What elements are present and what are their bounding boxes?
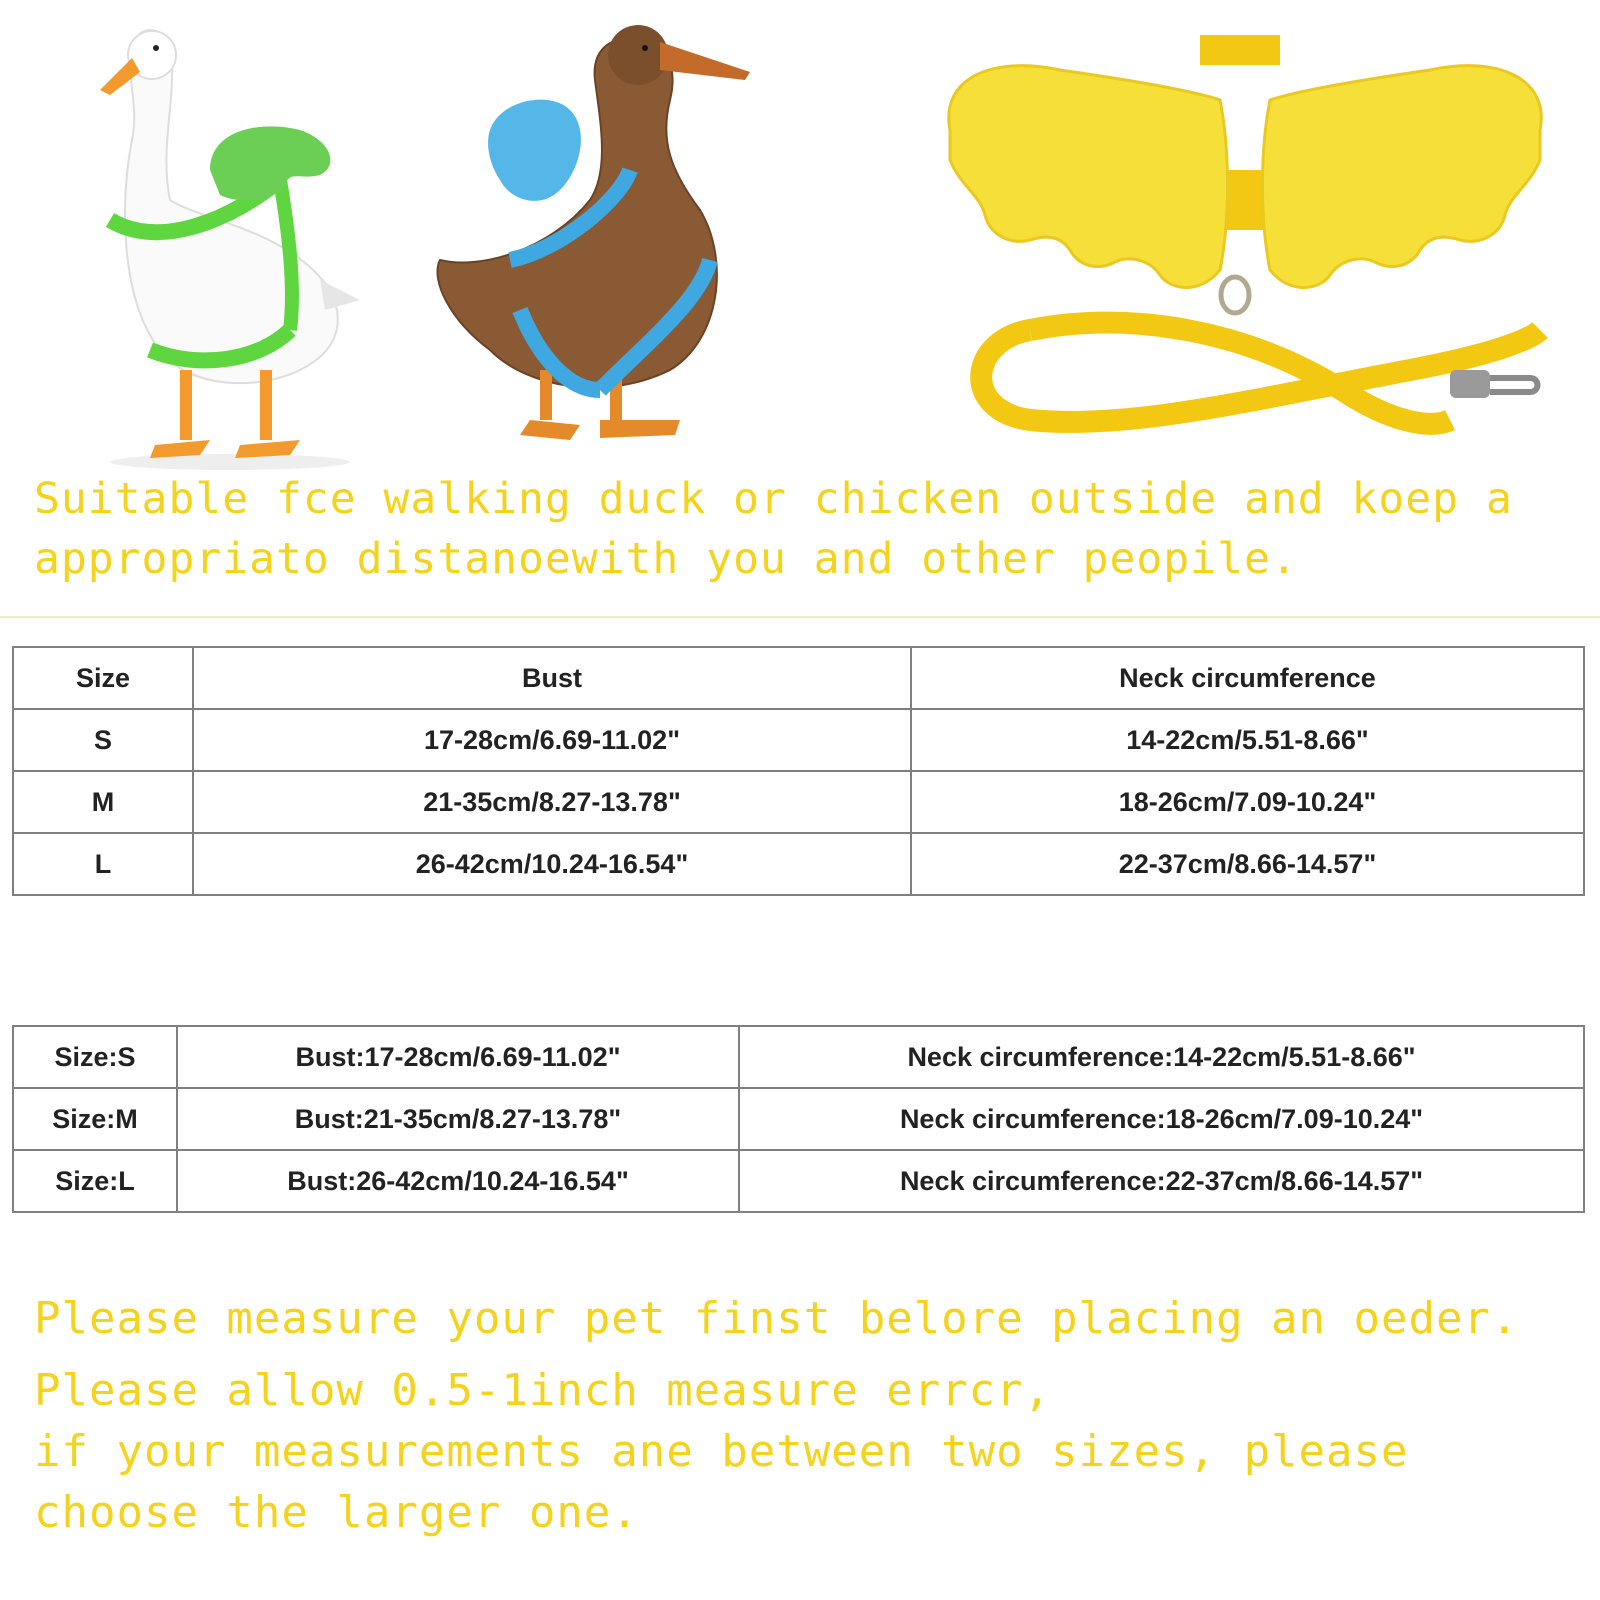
measure-note-line-1: Please measure your pet finst belore placing an oeder. <box>34 1293 1519 1344</box>
neck-cell: 18-26cm/7.09-10.24" <box>911 771 1584 833</box>
duck-with-blue-harness-photo <box>420 0 780 460</box>
neck-cell: Neck circumference:14-22cm/5.51-8.66" <box>739 1026 1584 1088</box>
bust-cell: 17-28cm/6.69-11.02" <box>193 709 911 771</box>
table-row <box>13 1150 1584 1212</box>
size-summary-table <box>12 1025 1585 1213</box>
table-row <box>13 709 1584 771</box>
intro-text-line-1: Suitable fce walking duck or chicken outside and koep a <box>34 474 1513 524</box>
table-row <box>13 771 1584 833</box>
bust-cell: 26-42cm/10.24-16.54" <box>193 833 911 895</box>
header-size: Size <box>13 647 193 709</box>
measure-note-line-2: Please allow 0.5-1inch measure errcr, <box>34 1365 1052 1416</box>
size-cell: M <box>13 771 193 833</box>
table-row <box>13 1026 1584 1088</box>
yellow-wing-harness-and-leash-photo <box>930 0 1560 470</box>
size-cell: Size:S <box>13 1026 177 1088</box>
table-row <box>13 833 1584 895</box>
size-cell: Size:L <box>13 1150 177 1212</box>
neck-cell: 22-37cm/8.66-14.57" <box>911 833 1584 895</box>
size-cell: S <box>13 709 193 771</box>
table-row <box>13 1088 1584 1150</box>
measure-note-line-4: choose the larger one. <box>34 1487 639 1538</box>
size-chart-table <box>12 646 1585 896</box>
header-bust: Bust <box>193 647 911 709</box>
measure-note-line-3: if your measurements ane between two sizes, please <box>34 1426 1409 1477</box>
bust-cell: 21-35cm/8.27-13.78" <box>193 771 911 833</box>
intro-text-line-2: appropriato distanoewith you and other peopile. <box>34 534 1298 584</box>
header-neck-circumference: Neck circumference <box>911 647 1584 709</box>
size-cell: Size:M <box>13 1088 177 1150</box>
bust-cell: Bust:26-42cm/10.24-16.54" <box>177 1150 739 1212</box>
size-cell: L <box>13 833 193 895</box>
bust-cell: Bust:17-28cm/6.69-11.02" <box>177 1026 739 1088</box>
neck-cell: Neck circumference:22-37cm/8.66-14.57" <box>739 1150 1584 1212</box>
neck-cell: 14-22cm/5.51-8.66" <box>911 709 1584 771</box>
neck-cell: Neck circumference:18-26cm/7.09-10.24" <box>739 1088 1584 1150</box>
goose-with-green-harness-photo <box>60 0 380 480</box>
table-header-row <box>13 647 1584 709</box>
section-divider <box>0 616 1600 618</box>
bust-cell: Bust:21-35cm/8.27-13.78" <box>177 1088 739 1150</box>
